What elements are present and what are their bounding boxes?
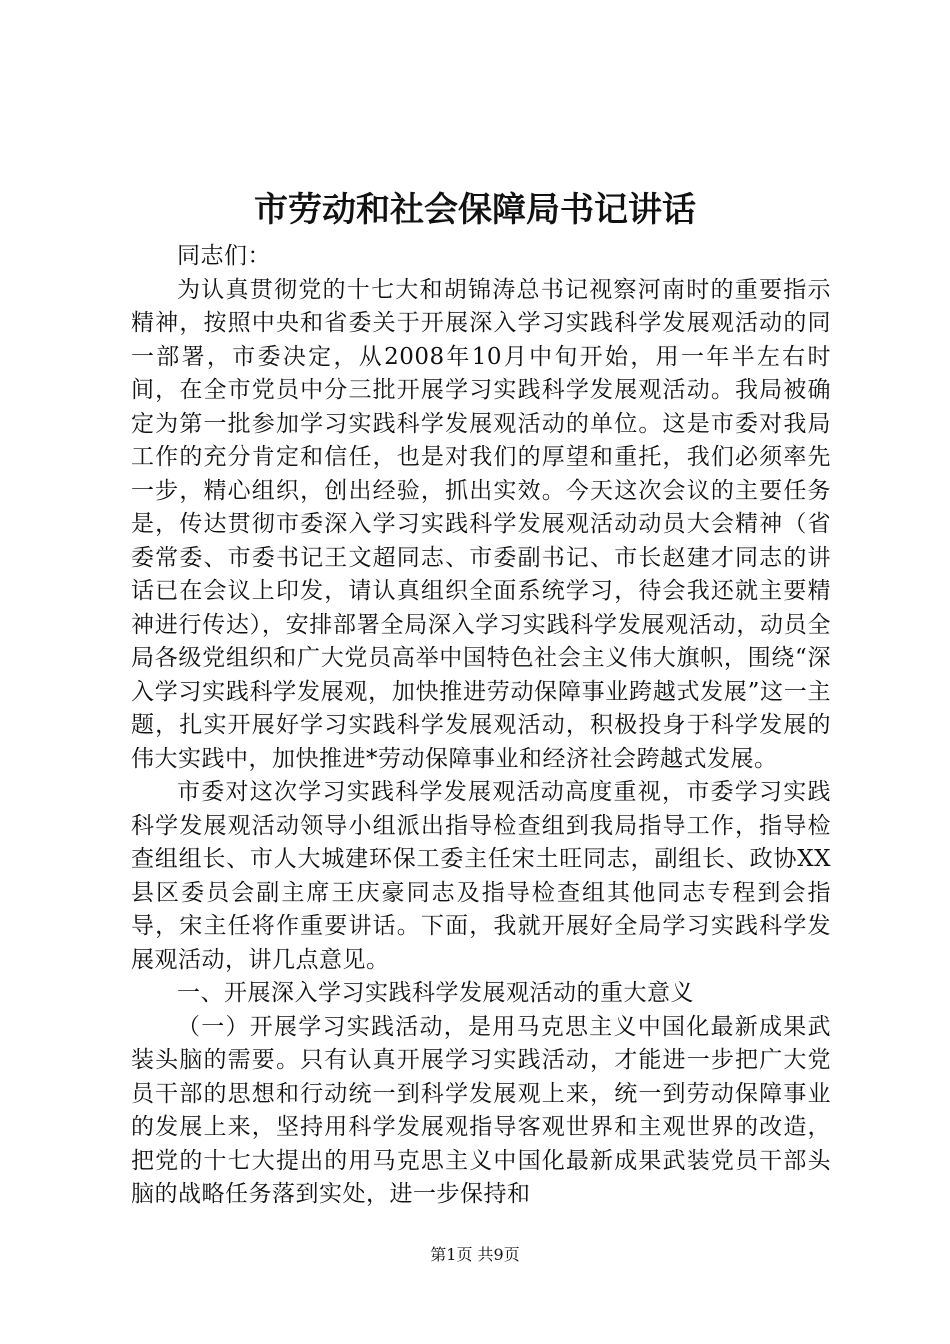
document-title: 市劳动和社会保障局书记讲话: [254, 190, 696, 230]
page-footer: 第1页 共9页: [430, 1245, 520, 1264]
body-paragraph: 市委对这次学习实践科学发展观活动高度重视，市委学习实践科学发展观活动领导小组派出指导检查组到我局指导工作，指导检查组组长、市人大城建环保工委主任宋土旺同志，副组长、政协XX县区委员会副主席王庆豪同志及指导检查组其他同志专程到会指导，宋主任将作重要讲话。下面，我就开展好全局学习实践科学发展观活动，讲几点意见。: [131, 779, 831, 973]
document-body: [131, 240, 831, 1212]
section-heading: 一、开展深入学习实践科学发展观活动的重大意义: [177, 980, 694, 1006]
salutation-paragraph: 同志们：: [177, 243, 271, 269]
body-paragraph: （一）开展学习实践活动，是用马克思主义中国化最新成果武装头脑的需要。只有认真开展学习实践活动，才能进一步把广大党员干部的思想和行动统一到科学发展观上来，统一到劳动保障事业的发展上来，坚持用科学发展观指导客观世界和主观世界的改造，把党的十七大提出的用马克思主义中国化最新成果武装党员干部头脑的战略任务落到实处，进一步保持和: [131, 1013, 831, 1207]
body-paragraph: 为认真贯彻党的十七大和胡锦涛总书记视察河南时的重要指示精神，按照中央和省委关于开展深入学习实践科学发展观活动的同一部署，市委决定，从2008年10月中旬开始，用一年半左右时间，在全市党员中分三批开展学习实践科学发展观活动。我局被确定为第一批参加学习实践科学发展观活动的单位。这是市委对我局工作的充分肯定和信任，也是对我们的厚望和重托，我们必须率先一步，精心组织，创出经验，抓出实效。今天这次会议的主要任务是，传达贯彻市委深入学习实践科学发展观活动动员大会精神（省委常委、市委书记王文超同志、市委副书记、市长赵建才同志的讲话已在会议上印发，请认真组织全面系统学习，待会我还就主要精神进行传达），安排部署全局深入学习实践科学发展观活动，动员全局各级党组织和广大党员高举中国特色社会主义伟大旗帜，围绕“深入学习实践科学发展观，加快推进劳动保障事业跨越式发展”这一主题，扎实开展好学习实践科学发展观活动，积极投身于科学发展的伟大实践中，加快推进*劳动保障事业和经济社会跨越式发展。: [131, 276, 831, 772]
